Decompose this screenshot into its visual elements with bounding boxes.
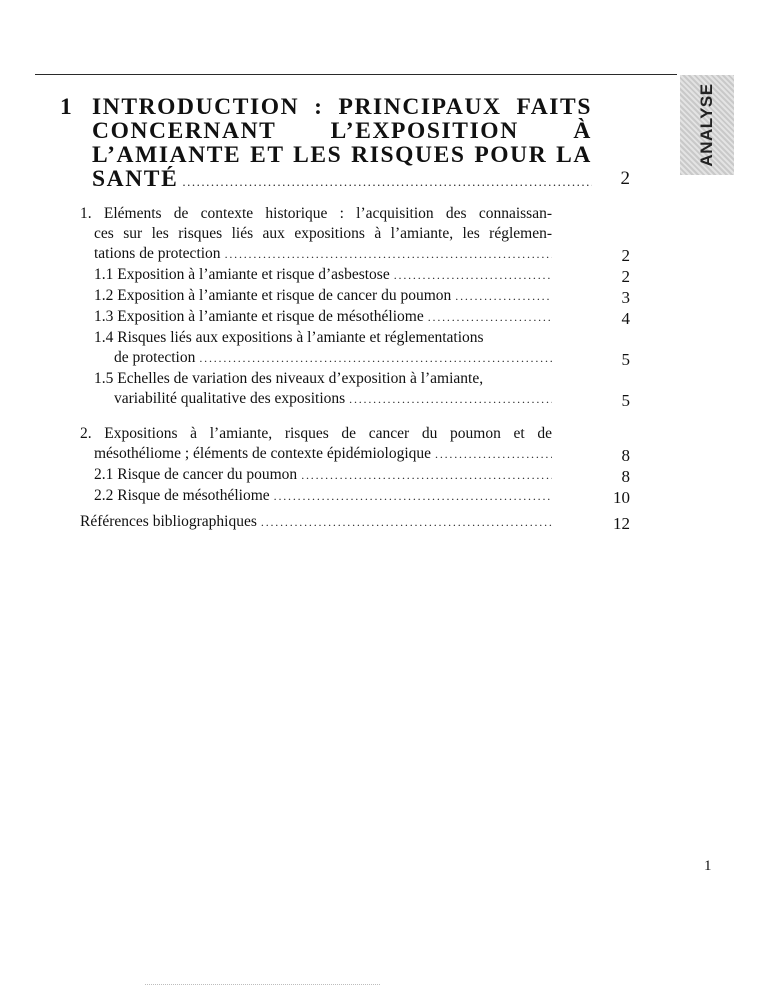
toc-entry-1-4-line-2 — [114, 348, 552, 368]
toc-entry-1-4-text: de protection — [114, 349, 196, 366]
section-tab — [680, 75, 734, 175]
toc-entry-references-page: 12 — [613, 514, 630, 533]
dot-leader — [435, 444, 552, 464]
toc-entry-2-2-text: 2.2 Risque de mésothéliome — [94, 487, 270, 504]
chapter-page: 2 — [620, 168, 630, 189]
toc-entry-1-2 — [94, 286, 552, 306]
toc-entry-1-line-2: ces sur les risques liés aux expositions à l’amiante, les réglemen- — [94, 225, 552, 242]
chapter-title-line-4 — [92, 168, 592, 194]
chapter-number: 1 — [60, 94, 74, 120]
toc-entry-1-5-page: 5 — [621, 391, 630, 410]
toc-entry-1-2-text: 1.2 Exposition à l’amiante et risque de cancer du poumon — [94, 287, 452, 304]
toc-entry-1-3 — [94, 307, 552, 327]
chapter-title-last-word: SANTÉ — [92, 166, 179, 192]
toc-entry-1-1-text: 1.1 Exposition à l’amiante et risque d’asbestose — [94, 266, 390, 283]
dot-leader — [225, 244, 552, 264]
toc-entry-1-5-text: variabilité qualitative des expositions — [114, 390, 346, 407]
toc-entry-2-text: mésothéliome ; éléments de contexte épidémiologique — [94, 445, 432, 462]
toc-entry-2-line-2 — [94, 444, 552, 464]
toc-entry-1-4-line-1: 1.4 Risques liés aux expositions à l’amiante et réglementations — [94, 329, 484, 346]
section-tab-label: ANALYSE — [697, 83, 716, 167]
toc-entry-2-1 — [94, 465, 552, 485]
toc-entry-1-line-1: 1. Eléments de contexte historique : l’acquisition des connaissan- — [80, 205, 552, 222]
dot-leader — [182, 170, 592, 194]
toc-entry-references — [80, 512, 552, 532]
chapter-title-line-2: CONCERNANT L’EXPOSITION À — [92, 118, 592, 144]
toc-entry-1-line-3 — [94, 244, 552, 264]
toc-entry-2-line-1: 2. Expositions à l’amiante, risques de cancer du poumon et de — [80, 425, 552, 442]
toc-entry-1-3-page: 4 — [621, 309, 630, 328]
dot-leader — [274, 486, 552, 506]
chapter-title-line-1: INTRODUCTION : PRINCIPAUX FAITS — [92, 94, 592, 120]
toc-entry-2-2-page: 10 — [613, 488, 630, 507]
toc-entry-1-4-page: 5 — [621, 350, 630, 369]
dot-leader — [301, 465, 552, 485]
toc-entry-1-2-page: 3 — [621, 288, 630, 307]
footer-scan-line — [145, 984, 380, 985]
dot-leader — [261, 512, 552, 532]
chapter-title-line-3: L’AMIANTE ET LES RISQUES POUR LA — [92, 142, 592, 168]
page-number: 1 — [704, 858, 712, 874]
toc-entry-1-3-text: 1.3 Exposition à l’amiante et risque de mésothéliome — [94, 308, 424, 325]
toc-entry-2-1-page: 8 — [621, 467, 630, 486]
dot-leader — [455, 286, 552, 306]
header-rule — [35, 74, 677, 75]
toc-entry-1-page: 2 — [621, 246, 630, 265]
toc-entry-1-1 — [94, 265, 552, 285]
dot-leader — [349, 389, 552, 409]
dot-leader — [428, 307, 552, 327]
dot-leader — [199, 348, 552, 368]
toc-entry-2-2 — [94, 486, 552, 506]
toc-entry-2-1-text: 2.1 Risque de cancer du poumon — [94, 466, 298, 483]
dot-leader — [394, 265, 552, 285]
toc-entry-references-text: Références bibliographiques — [80, 513, 257, 530]
toc-entry-1-5-line-2 — [114, 389, 552, 409]
toc-entry-2-page: 8 — [621, 446, 630, 465]
toc-entry-1-5-line-1: 1.5 Echelles de variation des niveaux d’exposition à l’amiante, — [94, 370, 484, 387]
toc-entry-1-text: tations de protection — [94, 245, 221, 262]
toc-entry-1-1-page: 2 — [621, 267, 630, 286]
